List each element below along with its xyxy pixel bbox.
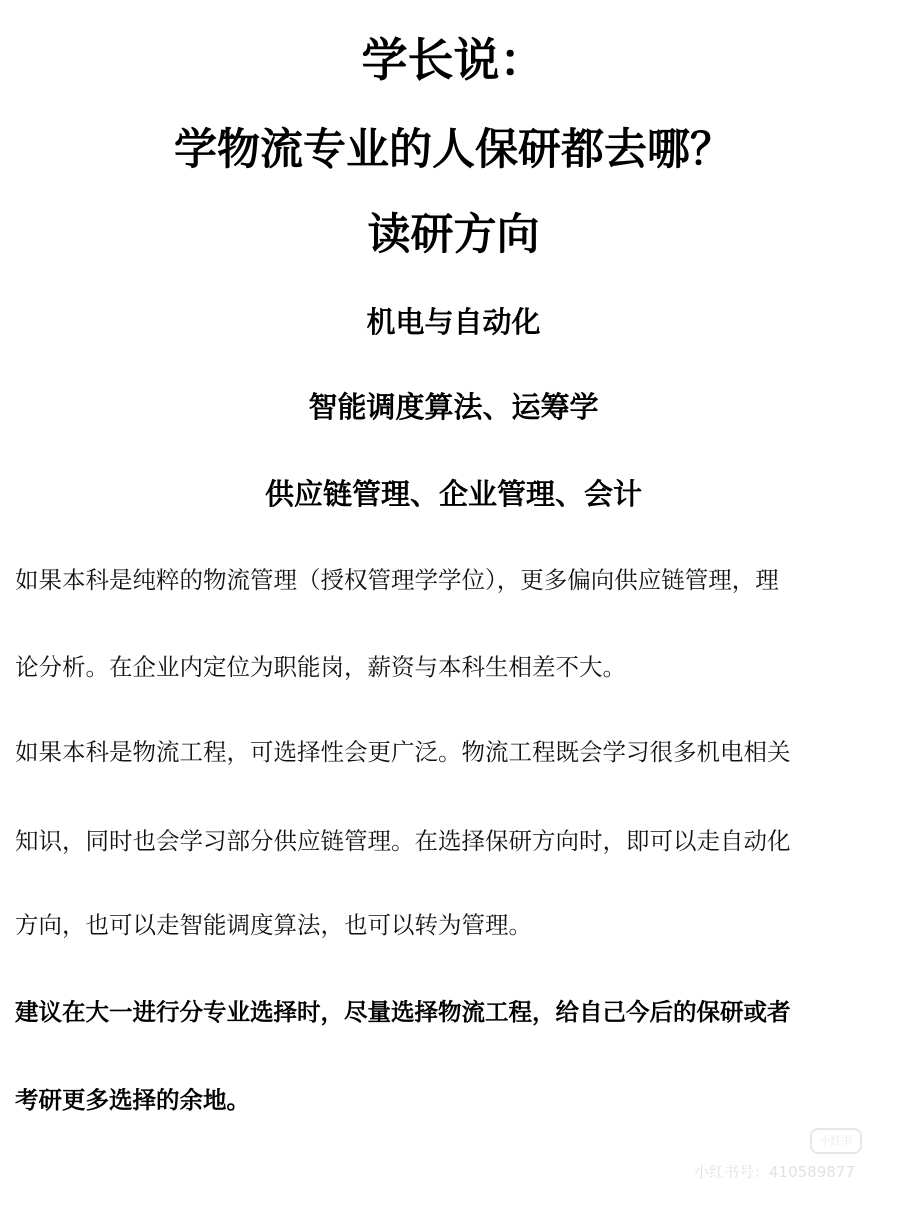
page-title-line-1: 学长说： [361, 33, 546, 87]
body-text-line: 方向，也可以走智能调度算法，也可以转为管理。 [15, 911, 532, 939]
body-text-line: 如果本科是纯粹的物流管理（授权管理学学位），更多偏向供应链管理，理 [15, 566, 779, 594]
advice-text-line: 考研更多选择的余地。 [15, 1086, 250, 1114]
advice-text-line: 建议在大一进行分专业选择时，尽量选择物流工程，给自己今后的保研或者 [15, 998, 791, 1026]
watermark-logo-text: 小红书 [819, 1134, 853, 1147]
direction-heading-2: 智能调度算法、运筹学 [308, 390, 599, 424]
body-text-line: 论分析。在企业内定位为职能岗，薪资与本科生相差不大。 [15, 653, 626, 681]
page-title-line-2: 学物流专业的人保研都去哪？ [174, 125, 733, 175]
body-text-line: 知识，同时也会学习部分供应链管理。在选择保研方向时，即可以走自动化 [15, 827, 791, 855]
direction-heading-1: 机电与自动化 [366, 305, 541, 339]
body-text-line: 如果本科是物流工程，可选择性会更广泛。物流工程既会学习很多机电相关 [15, 738, 791, 766]
watermark-id: 小红书号：410589877 [694, 1163, 855, 1181]
page-title-line-3: 读研方向 [367, 210, 540, 260]
watermark [688, 1128, 888, 1184]
xiaohongshu-logo-icon [810, 1128, 862, 1154]
direction-heading-3: 供应链管理、企业管理、会计 [264, 477, 642, 511]
